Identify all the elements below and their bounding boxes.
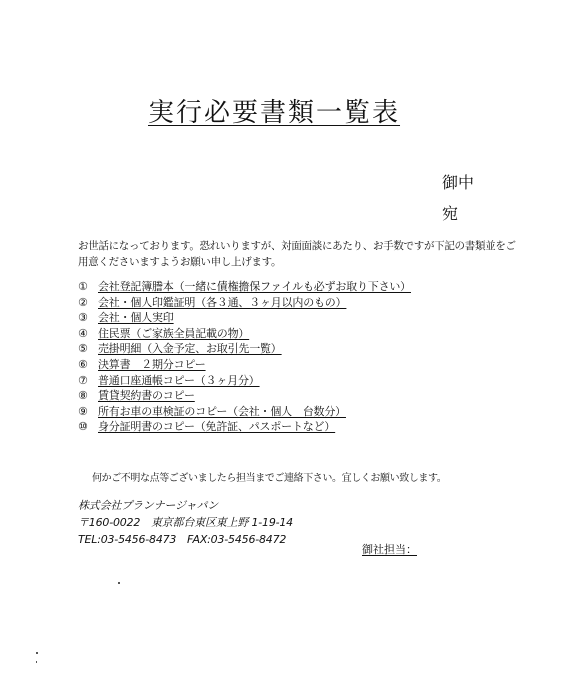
list-item: [78, 419, 518, 435]
item-text: 会社・個人印鑑証明（各３通、３ヶ月以内のもの）: [98, 295, 347, 309]
greeting-paragraph: お世話になっております。恐れいりますが、対面面談にあたり、お手数ですが下記の書類並をご用意くださいますようお願い申し上げます。: [78, 240, 516, 268]
item-text: 普通口座通帳コピー（３ヶ月分）: [98, 373, 260, 387]
scan-speck: [36, 661, 37, 663]
company-name: 株式会社プランナージャパン: [78, 499, 218, 512]
contact-person-label: 御社担当：: [362, 543, 417, 556]
item-number: ⑥: [78, 357, 88, 371]
item-text: 身分証明書のコピー（免許証、パスポートなど）: [98, 420, 336, 434]
list-item: [78, 373, 518, 389]
item-text: 会社・個人実印: [98, 311, 174, 325]
item-number: ⑦: [78, 373, 88, 387]
item-number: ③: [78, 311, 88, 325]
item-text: 所有お車の車検証のコピー（会社・個人 台数分）: [98, 404, 346, 418]
required-documents-list: [78, 279, 518, 435]
scan-speck: [118, 582, 120, 584]
item-number: ⑧: [78, 389, 88, 403]
list-item: [78, 326, 518, 342]
item-number: ⑩: [78, 420, 88, 434]
item-number: ②: [78, 295, 88, 309]
list-item: [78, 341, 518, 357]
item-text: 賃貸契約書のコピー: [98, 389, 195, 403]
item-number: ⑨: [78, 404, 88, 418]
document-title: 実行必要書類一覧表: [148, 98, 401, 128]
postal-address: 〒160-0022 東京都台東区東上野 1-19-14: [78, 516, 293, 529]
company-block: [78, 497, 293, 548]
closing-note: 何かご不明な点等ございましたら担当までご連絡下さい。宜しくお願い致します。: [92, 473, 447, 484]
list-item: [78, 388, 518, 404]
addressee-onchu: 御中: [442, 173, 475, 192]
list-item: [78, 279, 518, 295]
item-text: 決算書 ２期分コピー: [98, 357, 206, 371]
item-number: ④: [78, 326, 88, 340]
tel-fax: TEL:03-5456-8473 FAX:03-5456-8472: [78, 533, 287, 546]
item-text: 売掛明細（入金予定、お取引先一覧）: [98, 342, 282, 356]
item-number: ⑤: [78, 342, 88, 356]
list-item: [78, 310, 518, 326]
list-item: [78, 357, 518, 373]
addressee-ate: 宛: [442, 204, 459, 223]
list-item: [78, 404, 518, 420]
scan-speck: [36, 652, 38, 654]
item-text: 住民票（ご家族全員記載の物）: [98, 326, 250, 340]
item-number: ①: [78, 280, 88, 293]
list-item: [78, 295, 518, 311]
item-text: 会社登記簿謄本（一緒に債権擔保ファイルも必ずお取り下さい）: [98, 280, 411, 293]
